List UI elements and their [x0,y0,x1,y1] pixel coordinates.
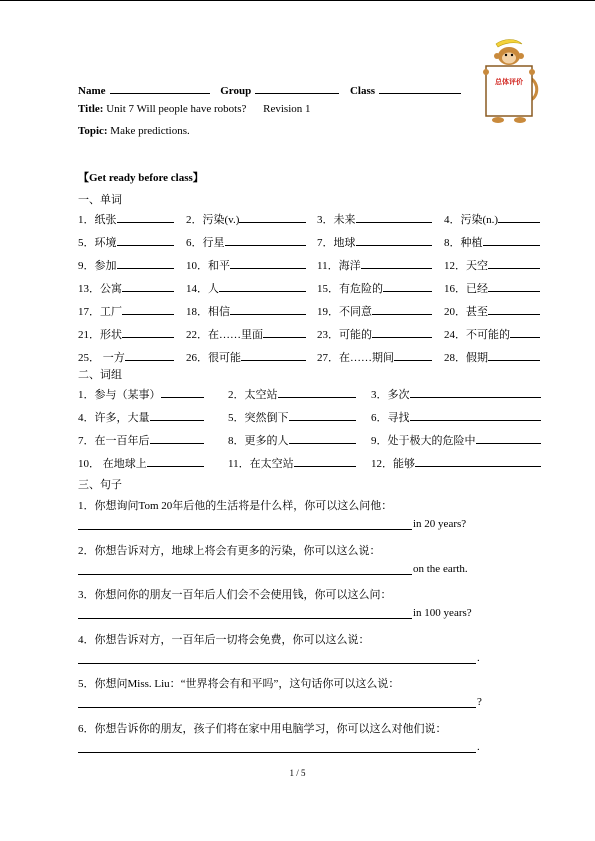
sentence-ending: ? [477,696,482,708]
vocab-label: 11．海洋 [317,260,361,272]
page-number: 1 / 5 [289,768,306,778]
answer-blank[interactable] [415,455,541,467]
vocab-label: 24．不可能的 [444,329,510,341]
answer-line[interactable] [78,752,476,753]
topic-line [78,125,190,137]
vocab-item [444,211,540,227]
vocab-label: 27．在……期间 [317,352,394,364]
phrase-item [371,432,541,448]
phrase-item [78,432,204,448]
monkey-evaluation-badge [478,38,540,126]
vocab-label: 21．形状 [78,329,122,341]
sentence-prompt: 5．你想问Miss. Liu：“世界将会有和平吗”，这句话你可以这么说： [78,678,400,690]
vocab-label: 28．假期 [444,352,488,364]
vocab-item [444,303,540,319]
class-label: Class [349,85,376,97]
phrase-item [78,386,204,402]
vocab-label: 12．天空 [444,260,488,272]
answer-blank[interactable] [225,234,307,246]
phrase-label: 3．多次 [371,389,410,401]
topic-label: Topic: [78,125,108,137]
answer-blank[interactable] [150,409,205,421]
badge-text: 总体评价 [495,78,523,86]
vocab-label: 7．地球 [317,237,356,249]
answer-blank[interactable] [122,280,174,292]
phrase-item [228,455,356,471]
vocab-label: 19．不同意 [317,306,372,318]
phrase-label: 5．突然倒下 [228,412,289,424]
answer-blank[interactable] [356,211,433,223]
vocab-item [78,257,174,273]
vocab-label: 6．行星 [186,237,225,249]
answer-blank[interactable] [150,432,205,444]
title-label: Title: [78,103,104,115]
sentence-ending: . [477,651,480,664]
phrase-label: 9．处于极大的危险中 [371,435,476,447]
sentence-prompt: 6．你想告诉你的朋友，孩子们将在家中用电脑学习，你可以这么对他们说： [78,722,447,735]
answer-line[interactable] [78,663,476,664]
answer-blank[interactable] [410,409,542,421]
vocab-label: 26．很可能 [186,352,241,364]
answer-line[interactable] [78,707,476,708]
vocab-label: 4．污染(n.) [444,214,499,226]
vocab-label: 17．工厂 [78,306,122,318]
vocab-item [317,211,432,227]
phrase-item [371,386,541,402]
answer-blank[interactable] [294,455,356,467]
vocab-label: 15．有危险的 [317,283,383,295]
vocab-label: 9．参加 [78,260,117,272]
phrase-label: 8．更多的人 [228,435,289,447]
vocab-item [78,280,174,296]
top-border [0,0,595,1]
answer-blank[interactable] [117,211,175,223]
vocab-item [186,349,306,365]
title-line [78,103,311,115]
sentence-prompt: 1．你想询问Tom 20年后他的生活将是什么样，你可以这么问他： [78,500,393,512]
group-field[interactable] [255,82,339,94]
vocab-item [186,280,306,296]
vocab-item [78,234,174,250]
answer-blank[interactable] [498,211,540,223]
phrase-item [228,432,356,448]
vocab-item [317,303,432,319]
vocab-label: 5．环境 [78,237,117,249]
vocab-label: 3．未来 [317,214,356,226]
phrase-label: 7．在一百年后 [78,435,150,447]
answer-blank[interactable] [383,280,432,292]
phrase-item [371,455,541,471]
answer-blank[interactable] [241,349,306,361]
name-field[interactable] [110,82,210,94]
vocab-label: 14．人 [186,283,219,295]
sentence-ending: . [477,740,480,753]
vocab-label: 25． 一方 [78,352,125,364]
vocab-item [186,326,306,342]
vocab-item [186,211,306,227]
revision-label: Revision 1 [263,103,311,115]
answer-blank[interactable] [510,326,540,338]
vocab-label: 1．纸张 [78,214,117,226]
sentence-ending: on the earth. [413,562,468,575]
sentences-heading: 三、句子 [78,479,122,491]
answer-line[interactable] [78,574,412,575]
answer-blank[interactable] [230,257,306,269]
vocab-item [186,234,306,250]
answer-blank[interactable] [488,303,540,315]
answer-blank[interactable] [372,326,432,338]
phrase-label: 12．能够 [371,458,415,470]
section-title: 【Get ready before class】 [78,172,204,184]
phrase-label: 4．许多，大量 [78,412,150,424]
vocab-label: 10．和平 [186,260,230,272]
phrase-item [78,455,204,471]
phrase-item [228,386,356,402]
phrase-label: 10． 在地球上 [78,458,147,470]
answer-line[interactable] [78,529,412,530]
class-field[interactable] [379,82,461,94]
vocab-heading: 一、单词 [78,194,122,206]
answer-blank[interactable] [289,432,357,444]
vocab-item [444,326,540,342]
vocab-item [78,211,174,227]
vocab-item [444,234,540,250]
vocab-label: 22．在……里面 [186,329,263,341]
vocab-item [317,349,432,365]
answer-blank[interactable] [230,303,306,315]
vocab-item [78,349,174,365]
vocab-label: 8．种植 [444,237,483,249]
name-row [78,82,469,97]
answer-blank[interactable] [394,349,432,361]
answer-blank[interactable] [161,386,205,398]
vocab-label: 16．已经 [444,283,488,295]
answer-blank[interactable] [476,432,542,444]
answer-line[interactable] [78,618,412,619]
vocab-label: 20．甚至 [444,306,488,318]
answer-blank[interactable] [117,257,175,269]
topic-value: Make predictions. [110,125,190,137]
phrase-label: 2．太空站 [228,389,278,401]
sentence-prompt: 2．你想告诉对方，地球上将会有更多的污染，你可以这么说： [78,544,381,557]
answer-blank[interactable] [117,234,175,246]
answer-blank[interactable] [263,326,306,338]
vocab-item [444,280,540,296]
monkey-icon [478,38,540,126]
phrase-label: 11．在太空站 [228,458,294,470]
vocab-item [317,257,432,273]
vocab-item [186,303,306,319]
answer-blank[interactable] [289,409,357,421]
answer-blank[interactable] [361,257,432,269]
phrase-label: 6．寻找 [371,412,410,424]
answer-blank[interactable] [488,257,540,269]
sentence-prompt: 3．你想问你的朋友一百年后人们会不会使用钱，你可以这么问： [78,589,392,601]
answer-blank[interactable] [239,211,306,223]
phrase-item [371,409,541,425]
answer-blank[interactable] [488,280,540,292]
title-value: Unit 7 Will people have robots? [106,103,247,115]
phrases-heading: 二、词组 [78,369,122,381]
vocab-item [78,303,174,319]
vocab-label: 2．污染(v.) [186,214,240,226]
sentence-prompt: 4．你想告诉对方，一百年后一切将会免费，你可以这么说： [78,633,370,646]
vocab-item [317,280,432,296]
sentence-ending: in 20 years? [413,518,467,530]
vocab-item [444,349,540,365]
phrase-item [78,409,204,425]
answer-blank[interactable] [219,280,306,292]
answer-blank[interactable] [372,303,432,315]
group-label: Group [220,85,252,97]
vocab-item [317,234,432,250]
vocab-label: 13．公寓 [78,283,122,295]
answer-blank[interactable] [122,326,174,338]
vocab-label: 23．可能的 [317,329,372,341]
vocab-item [317,326,432,342]
vocab-item [78,326,174,342]
answer-blank[interactable] [488,349,540,361]
phrase-item [228,409,356,425]
answer-blank[interactable] [125,349,174,361]
answer-blank[interactable] [483,234,541,246]
vocab-label: 18．相信 [186,306,230,318]
answer-blank[interactable] [410,386,542,398]
sentence-ending: in 100 years? [413,607,472,619]
answer-blank[interactable] [122,303,174,315]
phrase-label: 1．参与（某事） [78,389,161,401]
name-label: Name [78,85,106,97]
answer-blank[interactable] [356,234,433,246]
answer-blank[interactable] [278,386,357,398]
vocab-item [186,257,306,273]
answer-blank[interactable] [147,455,204,467]
vocab-item [444,257,540,273]
